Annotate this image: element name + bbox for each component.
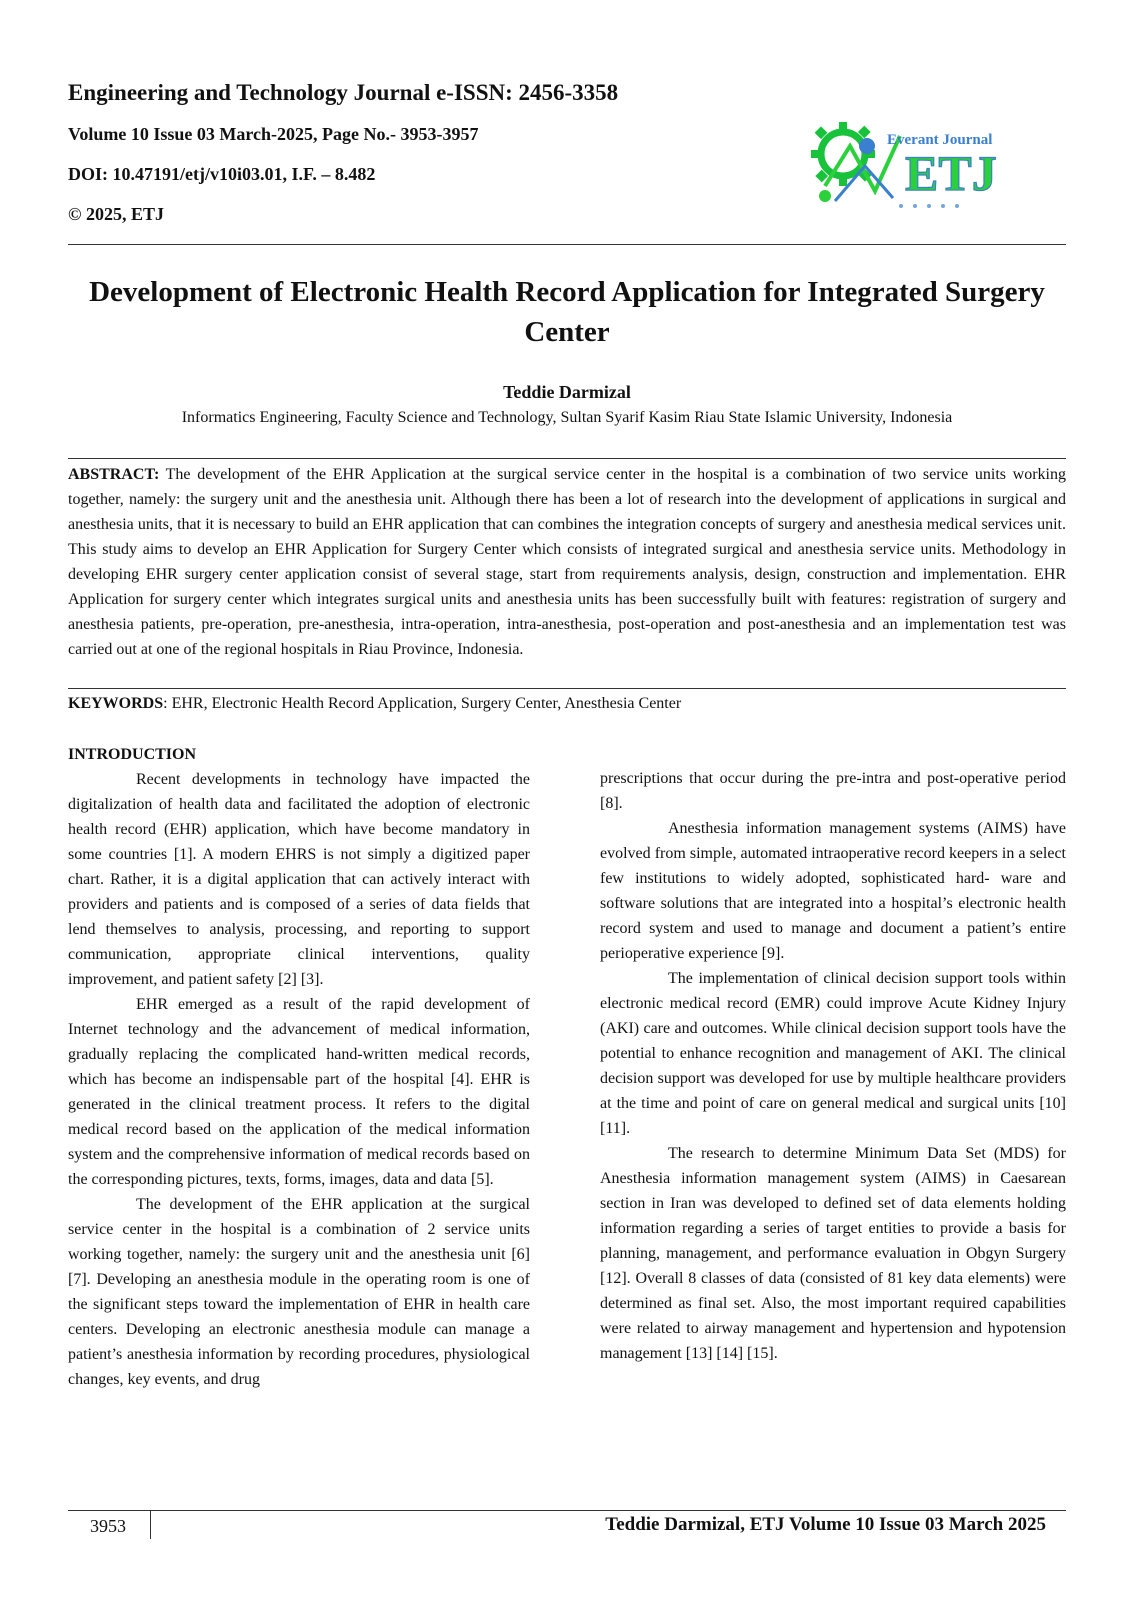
logo-top-text: Everant Journal — [887, 132, 993, 148]
keywords-label: KEYWORDS — [68, 695, 164, 712]
abstract — [68, 462, 1066, 662]
paragraph: The implementation of clinical decision support tools within electronic medical record (EMR) could improve Acute Kidney Injury (AKI) care and outcomes. While clinical decision support tools have the potential to enhance recognition and management of AKI. The clinical decision support was developed for use by multiple healthcare providers at the time and point of care on general medical and surgical units [10] [11]. — [600, 970, 1066, 1137]
header-divider — [68, 244, 1066, 245]
copyright: © 2025, ETJ — [68, 204, 164, 224]
abstract-bottom-divider — [68, 688, 1066, 689]
paragraph: EHR emerged as a result of the rapid development of Internet technology and the advancement of medical information, gradually replacing the complicated hand-written medical records, which has become an indispensable part of the hospital [4]. EHR is generated in the clinical treatment process. It refers to the digital medical record based on the application of the medical information system and the comprehensive information of medical records based on the corresponding pictures, texts, forms, images, data and data [5]. — [68, 996, 530, 1188]
paragraph: The development of the EHR application at the surgical service center in the hospital is a combination of 2 service units working together, namely: the surgery unit and the anesthesia unit [6] [7]. Developing an anesthesia module in the operating room is one of the significant steps toward the implementation of EHR in health care centers. Developing an electronic anesthesia module can manage a patient’s anesthesia information by recording procedures, physiological changes, key events, and drug — [68, 1196, 530, 1388]
section-heading-introduction: INTRODUCTION — [68, 746, 197, 763]
etj-logo — [805, 116, 1015, 216]
abstract-label: ABSTRACT: — [68, 466, 160, 483]
journal-header — [68, 78, 1048, 244]
author-affiliation: Informatics Engineering, Faculty Science and Technology, Sultan Syarif Kasim Riau State Islamic University, Indonesia — [181, 409, 953, 426]
journal-name: Engineering and Technology Journal e-ISSN: 2456-3358 — [68, 80, 619, 105]
doi-info: DOI: 10.47191/etj/v10i03.01, I.F. – 8.482 — [68, 164, 376, 184]
abstract-top-divider — [68, 458, 1066, 459]
page-number: 3953 — [90, 1516, 126, 1536]
footer-separator — [150, 1511, 151, 1539]
paper-title: Development of Electronic Health Record Application for Integrated Surgery Center — [89, 276, 1045, 348]
right-column — [600, 766, 1066, 1366]
footer-divider — [68, 1510, 1066, 1511]
logo-etj-text: ETJ — [905, 145, 997, 201]
paragraph: Anesthesia information management systems (AIMS) have evolved from simple, automated intraoperative record keepers in a select few institutions to widely adopted, sophisticated hard- ware and software solutions that are integrated into a hospital’s electronic health record system and used to manage and document a patient’s entire perioperative experience [9]. — [600, 820, 1066, 962]
paragraph: The research to determine Minimum Data Set (MDS) for Anesthesia information management system (AIMS) in Caesarean section in Iran was developed to defined set of data elements holding information regarding a series of target entities to provide a basis for planning, management, and performance evaluation in Obgyn Surgery [12]. Overall 8 classes of data (consisted of 81 key data elements) were determined as final set. Also, the most important required capabilities were related to airway management and hypertension and hypotension management [13] [14] [15]. — [600, 1145, 1066, 1362]
keywords — [68, 692, 1066, 716]
keywords-text: : EHR, Electronic Health Record Application, Surgery Center, Anesthesia Center — [163, 695, 682, 712]
volume-info: Volume 10 Issue 03 March-2025, Page No.- 3953-3957 — [68, 124, 479, 144]
running-footer: Teddie Darmizal, ETJ Volume 10 Issue 03 March 2025 — [605, 1514, 1046, 1535]
paragraph: prescriptions that occur during the pre-intra and post-operative period [8]. — [600, 770, 1066, 812]
paragraph: Recent developments in technology have impacted the digitalization of health data and facilitated the adoption of electronic health record (EHR) application, which have become mandatory in some countries [1]. A modern EHRS is not simply a digitized paper chart. Rather, it is a digital application that can actively interact with providers and patients and is composed of a series of data fields that lend themselves to analysis, processing, and reporting to support communication, appropriate clinical interventions, quality improvement, and patient safety [2] [3]. — [68, 771, 530, 988]
left-column — [68, 742, 530, 1392]
author-name: Teddie Darmizal — [503, 382, 631, 402]
abstract-text: The development of the EHR Application at the surgical service center in the hospital is a combination of two service units working together, namely: the surgery unit and the anesthesia unit. Although there has been a lot of research into the development of applications in surgical and anesthesia units, that it is necessary to build an EHR application that can combines the integration concepts of surgery and anesthesia medical services unit. This study aims to develop an EHR Application for Surgery Center which consists of integrated surgical and anesthesia service units. Methodology in developing EHR surgery center application consist of several stage, start from requirements analysis, design, construction and implementation. EHR Application for surgery center which integrates surgical units and anesthesia units has been successfully built with features: registration of surgery and anesthesia patients, pre-operation, pre-anesthesia, intra-operation, intra-anesthesia, post-operation and post-anesthesia and an implementation test was carried out at one of the regional hospitals in Riau Province, Indonesia. — [68, 466, 1066, 658]
